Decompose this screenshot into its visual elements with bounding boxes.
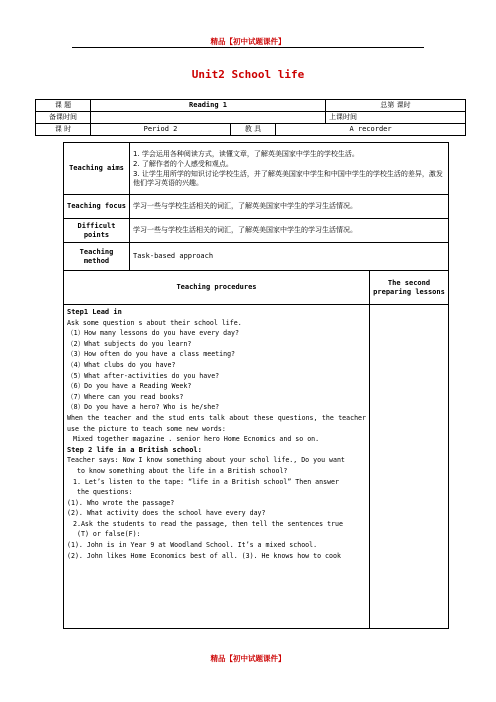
lesson-info-table — [35, 99, 466, 136]
ke-ti-label: 课 题 — [36, 100, 91, 112]
page-footer: 精品【初中试题课件】 — [210, 654, 286, 663]
step1-intro: Ask some question s about their school life. — [67, 318, 242, 327]
method-label: Teaching method — [64, 243, 130, 271]
comprehension-question: (1). Who wrote the passage? — [67, 498, 175, 507]
listen-line: 1. Let’s listen to the tape: “life in a British school” Then answer — [73, 477, 339, 486]
aim-item: 3. 让学生用所学的知识讨论学校生活，并了解英美国家中学生和中国中学生的学校生活的差异，激发他们学习英语的兴趣。 — [133, 169, 443, 187]
procedures-body — [64, 305, 370, 629]
bei-ke-label: 备课时间 — [36, 112, 91, 124]
step1-heading: Step1 Lead in — [67, 308, 122, 316]
ke-ti-value: Reading 1 — [91, 100, 326, 112]
comprehension-question: (2). What activity does the school have every day? — [67, 509, 266, 518]
ke-shi-label: 课 时 — [36, 124, 91, 136]
second-prep-label: The second preparing lessons — [370, 271, 449, 305]
question-item: （5）What after-activities do you have? — [67, 371, 220, 380]
method-value: Task-based approach — [130, 243, 449, 271]
page-title: Unit2 School life — [191, 68, 305, 81]
shang-ke-label: 上课时间 — [326, 112, 466, 124]
true-false-item: (1). John is in Year 9 at Woodland School. It’s a mixed school. — [67, 541, 318, 550]
new-words: Mixed together magazine . senior hero Home Ecnomics and so on. — [73, 435, 320, 444]
bei-ke-value — [91, 112, 326, 124]
header-rule — [72, 47, 424, 48]
jiao-ju-label: 教 具 — [231, 124, 276, 136]
aim-item: 1. 学会运用各种阅读方式，读懂文章，了解英美国家中学生的学校生活。 — [133, 149, 359, 158]
procedures-label: Teaching procedures — [64, 271, 370, 305]
difficult-value: 学习一些与学校生活相关的词汇，了解英美国家中学生的学习生活情况。 — [130, 219, 449, 243]
question-item: （4）What clubs do you have? — [67, 360, 176, 369]
jiao-ju-value: A recorder — [276, 124, 466, 136]
zong-label: 总第 课时 — [326, 100, 466, 112]
question-item: （7）Where can you read books? — [67, 392, 184, 401]
when-paragraph: When the teacher and the stud ents talk about these questions, the teacher use the picture to teach some new words: — [67, 413, 366, 433]
aim-item: 2. 了解作者的个人感受和观点。 — [133, 159, 233, 168]
step2-heading: Step 2 life in a British school: — [67, 445, 202, 454]
question-item: （2）What subjects do you learn? — [67, 339, 192, 348]
question-item: （6）Do you have a Reading Week? — [67, 382, 192, 391]
ke-shi-value: Period 2 — [91, 124, 231, 136]
question-item: （3）How often do you have a class meeting? — [67, 350, 236, 359]
aims-cell — [130, 143, 449, 195]
listen-line: the questions: — [77, 488, 133, 497]
question-item: （1）How many lessons do you have every day? — [67, 329, 239, 338]
focus-value: 学习一些与学校生活相关的词汇，了解英美国家中学生的学习生活情况。 — [130, 195, 449, 219]
ask-line: (T) or false(F): — [77, 530, 141, 539]
true-false-item: (2). John likes Home Economics best of all. (3). He knows how to cook — [67, 551, 341, 560]
teacher-says-line: Teacher says: Now I know something about your schol life., Do you want — [67, 456, 345, 465]
question-item: （8）Do you have a hero? Who is he/she? — [67, 403, 220, 412]
teacher-says-line: to know something about the life in a British school? — [77, 466, 288, 475]
teaching-plan-table — [63, 142, 449, 629]
ask-line: 2.Ask the students to read the passage, then tell the sentences true — [73, 519, 343, 528]
aims-label: Teaching aims — [64, 143, 130, 195]
difficult-label: Difficult points — [64, 219, 130, 243]
second-prep-cell — [370, 305, 449, 629]
focus-label: Teaching focus — [64, 195, 130, 219]
page-header: 精品【初中试题课件】 — [210, 37, 286, 46]
